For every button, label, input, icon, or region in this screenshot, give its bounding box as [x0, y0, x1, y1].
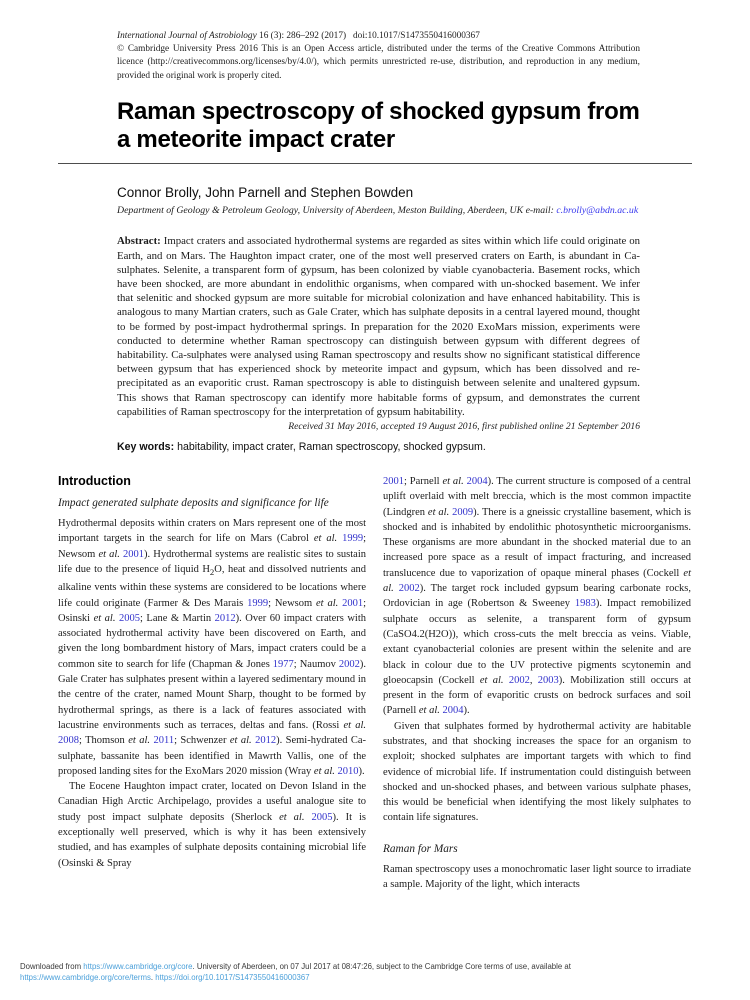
subscript-text: 2: [209, 566, 215, 577]
text-segment: ; Newsom: [268, 597, 317, 609]
keywords-line: [117, 441, 640, 453]
text-segment: ; Parnell: [404, 475, 443, 487]
text-segment: Downloaded from: [20, 962, 84, 971]
text-segment: The Eocene Haughton impact crater, located on Devon Island in the Canadian High Arctic Archipelago, provides a useful analogue site to study post impact sulphate deposits (Sherlock: [58, 781, 366, 823]
title-divider: [58, 163, 692, 164]
subsection-heading: Impact generated sulphate deposits and significance for life: [58, 496, 329, 509]
citation-link[interactable]: 2005: [311, 811, 333, 823]
text-segment: ). Impact remobilized sulphate occurs as selenite, a transparent form of gypsum (CaSO4.2(H2O)), which cross-cuts the melt breccia as veins. Viable, extant cyanobacterial colonies are present within the selenite and are black in colour due to the UV protective pigments scytonemin and gloeocapsin (Cockell: [383, 598, 691, 686]
text-segment: ). Semi-hydrated Ca-sulphate, bassanite has been identified in Mawrth Vallis, one of the proposed landing sites for the ExoMars 2020 mission (Wray: [58, 735, 367, 777]
email-link[interactable]: c.brolly@abdn.ac.uk: [556, 204, 639, 216]
text-segment: ; Lane & Martin: [139, 612, 215, 624]
text-segment: ).: [463, 705, 470, 717]
front-body-block: [117, 185, 640, 453]
section-heading: Introduction: [58, 473, 131, 488]
text-segment: ; Naumov: [293, 658, 339, 670]
italic-text: et al.: [313, 533, 338, 545]
body-paragraph: [58, 779, 366, 871]
text-segment: ; Osinski: [58, 597, 367, 624]
citation-link[interactable]: 1983: [574, 598, 596, 610]
citation-link[interactable]: 2002: [398, 583, 420, 595]
citation-link[interactable]: 1999: [342, 533, 364, 545]
two-column-body: [58, 474, 692, 892]
keywords-label: Key words:: [117, 440, 175, 453]
subsection-heading: Raman for Mars: [383, 842, 458, 855]
italic-text: et al.: [442, 475, 464, 487]
italic-text: International Journal of Astrobiology: [117, 31, 257, 41]
text-segment: ; Newsom: [58, 533, 366, 560]
text-segment: O, heat and dissolved nutrients and alkaline vents within these systems are considered to be locations where life could originate (Farmer & Des Marais: [58, 563, 366, 609]
front-header-block: [117, 30, 640, 155]
text-segment: ). Gale Crater has sulphates present within a layered sedimentary mound in the centre of the crater, named Mount Sharp, thought to be formed by hydrothermal springs, as there is a lack of features associated with lacustrine environments such as terraces, deltas and fans. (Rossi: [58, 658, 367, 731]
citation-link[interactable]: 1999: [247, 597, 269, 609]
text-segment: Hydrothermal deposits within craters on Mars represent one of the most important targets in the search for life on Mars (Cabrol: [58, 517, 366, 545]
citation-link[interactable]: 2012: [255, 735, 277, 747]
download-footer: [20, 961, 638, 983]
body-paragraph: [383, 862, 691, 893]
abstract: [117, 234, 640, 419]
italic-text: et al.: [343, 719, 367, 731]
front-matter: [58, 30, 692, 892]
citation-link[interactable]: 2008: [58, 735, 79, 747]
text-segment: ). It is exceptionally well preserved, which is why it has been extensively studied, and has examples of sulphate deposits containing microbial life (Osinski & Spray: [58, 811, 367, 869]
italic-text: et al.: [427, 506, 450, 518]
abstract-text: Impact craters and associated hydrothermal systems are regarded as sites within which life could originate on Earth, and on Mars. The Haughton impact crater, one of the most well preserved craters on Earth, is abundant in Ca-sulphates. Selenite, a transparent form of gypsum, has been colonized by viable cyanobacteria. Basement rocks, which have been shocked, are more abundant in endolithic organisms, when compared with un-shocked basement. We infer that selenitic and shocked gypsum are more suitable for microbial colonization and have enhanced habitability. This is analogous to many Martian craters, such as Gale Crater, which has sulphate deposits in a central layered mound, thought to be formed by post-impact hydrothermal springs. In preparation for the 2020 ExoMars mission, experiments were conducted to determine whether Raman spectroscopy can distinguish between gypsum with different degrees of habitability. Ca-sulphates were analysed using Raman spectroscopy and results show no significant statistical difference between gypsum that has experienced shock by meteorite impact and gypsum, which has been dissolved and re-precipitated as an evaporitic crust. Raman spectroscopy is able to distinguish between selenite and unaltered gypsum. This shows that Raman spectroscopy can identify more habitable forms of gypsum, and demonstrates the current capabilities of Raman spectroscopy for the interpretation of gypsum habitability.: [117, 235, 640, 418]
column-left: [58, 474, 366, 892]
footer-link[interactable]: https://www.cambridge.org/core/terms: [20, 973, 151, 982]
text-segment: ). Mobilization still occurs at present in the form of evaporitic crusts on bedrock surfaces and soil (Parnell: [383, 674, 692, 717]
authors: Connor Brolly, John Parnell and Stephen Bowden: [117, 184, 414, 200]
citation-link[interactable]: 2004: [466, 475, 488, 487]
citation-link[interactable]: 1977: [272, 658, 294, 670]
abstract-label: Abstract:: [117, 235, 161, 248]
footer-link[interactable]: https://doi.org/10.1017/S1473550416000367: [155, 973, 310, 982]
text-segment: .: [150, 973, 156, 982]
citation-link[interactable]: 2002: [508, 674, 530, 686]
italic-text: et al.: [418, 705, 440, 717]
body-paragraph: [58, 516, 366, 779]
text-segment: Raman spectroscopy uses a monochromatic laser light source to irradiate a sample. Majority of the light, which interacts: [383, 863, 691, 891]
citation-link[interactable]: 2005: [118, 612, 140, 624]
italic-text: et al.: [313, 765, 335, 777]
body-paragraph: [383, 474, 691, 719]
text-segment: ). Over 60 impact craters with associated hydrothermal activity have been discovered on Earth, and given the long bombardment history of Mars, impact craters could be a common site to search for life (Chapman & Jones: [58, 612, 366, 670]
text-segment: . University of Aberdeen, on 07 Jul 2017 at 08:47:26, subject to the Cambridge Core terms of use, available at: [192, 962, 571, 971]
citation-link[interactable]: 2004: [442, 705, 464, 717]
citation-link[interactable]: 2001: [383, 475, 404, 487]
italic-text: et al.: [93, 612, 116, 624]
citation-link[interactable]: 2001: [123, 548, 145, 560]
citation-link[interactable]: 2011: [153, 735, 175, 747]
text-segment: 16 (3): 286–292 (2017) doi:10.1017/S1473550416000367: [256, 31, 480, 41]
text-segment: ). There is a gneissic crystalline basement, which is shocked and is inhabited by endolithic photosynthetic microorganisms. These organisms are more abundant in the shocked material due to an increased pore space as a result of impact fracturing, and increased translucence due to vaporization of opaque mineral phases (Cockell: [383, 506, 692, 579]
citation-link[interactable]: 2012: [214, 612, 236, 624]
text-segment: Given that sulphates formed by hydrothermal activity are habitable substrates, and that shocking increases the space for an organism to exploit; shocked sulphates are important targets with which to find evidence of microbial life. If instrumentation could distinguish between shocked and un-shocked phases, and between various sulphate phases, this would be beneficial when identifying the most likely sulphates to contain life signatures.: [383, 720, 691, 824]
citation-link[interactable]: 2003: [537, 674, 559, 686]
italic-text: et al.: [383, 567, 691, 595]
citation-link[interactable]: 2009: [452, 506, 474, 518]
italic-text: et al.: [98, 548, 120, 560]
text-segment: ). Hydrothermal systems are realistic sites to sustain life due to the presence of liquid H: [58, 548, 367, 575]
text-segment: ; Schwenzer: [174, 735, 230, 747]
text-segment: ).: [358, 765, 365, 777]
affiliation: [117, 205, 640, 218]
citation-link[interactable]: 2001: [342, 597, 364, 609]
text-segment: ; Thomson: [79, 735, 129, 747]
italic-text: et al.: [229, 735, 252, 747]
body-paragraph: [383, 719, 691, 826]
column-right: [383, 474, 691, 892]
text-segment: ). The target rock included gypsum bearing carbonate rocks, Ordovician in age (Robertson & Sweeney: [383, 583, 691, 610]
citation-link[interactable]: 2010: [337, 765, 359, 777]
paper-title: Raman spectroscopy of shocked gypsum from a meteorite impact crater: [117, 97, 640, 154]
journal-line: [117, 30, 640, 43]
footer-link[interactable]: https://www.cambridge.org/core: [83, 962, 193, 971]
italic-text: Department of Geology & Petroleum Geology, University of Aberdeen, Meston Building, Aberdeen, UK e-mail:: [117, 204, 557, 216]
italic-text: et al.: [128, 735, 151, 747]
italic-text: et al.: [479, 674, 504, 686]
citation-link[interactable]: 2002: [338, 658, 360, 670]
italic-text: et al.: [279, 811, 305, 823]
received-line: Received 31 May 2016, accepted 19 August 2016, first published online 21 September 2016: [288, 420, 640, 432]
italic-text: et al.: [316, 597, 339, 609]
copyright-text: © Cambridge University Press 2016 This is an Open Access article, distributed under the terms of the Creative Commons Attribution licence (http://creativecommons.org/licenses/by/4.0/), which permits unrestricted re-use, distribution, and reproduction in any medium, provided the original work is properly cited.: [117, 44, 640, 81]
text-segment: ,: [529, 674, 538, 686]
text-segment: ). The current structure is composed of a central uplift overlaid with melt breccia, which is the most common impactite (Lindgren: [383, 475, 691, 518]
keywords-text: habitability, impact crater, Raman spectroscopy, shocked gypsum.: [177, 440, 486, 453]
